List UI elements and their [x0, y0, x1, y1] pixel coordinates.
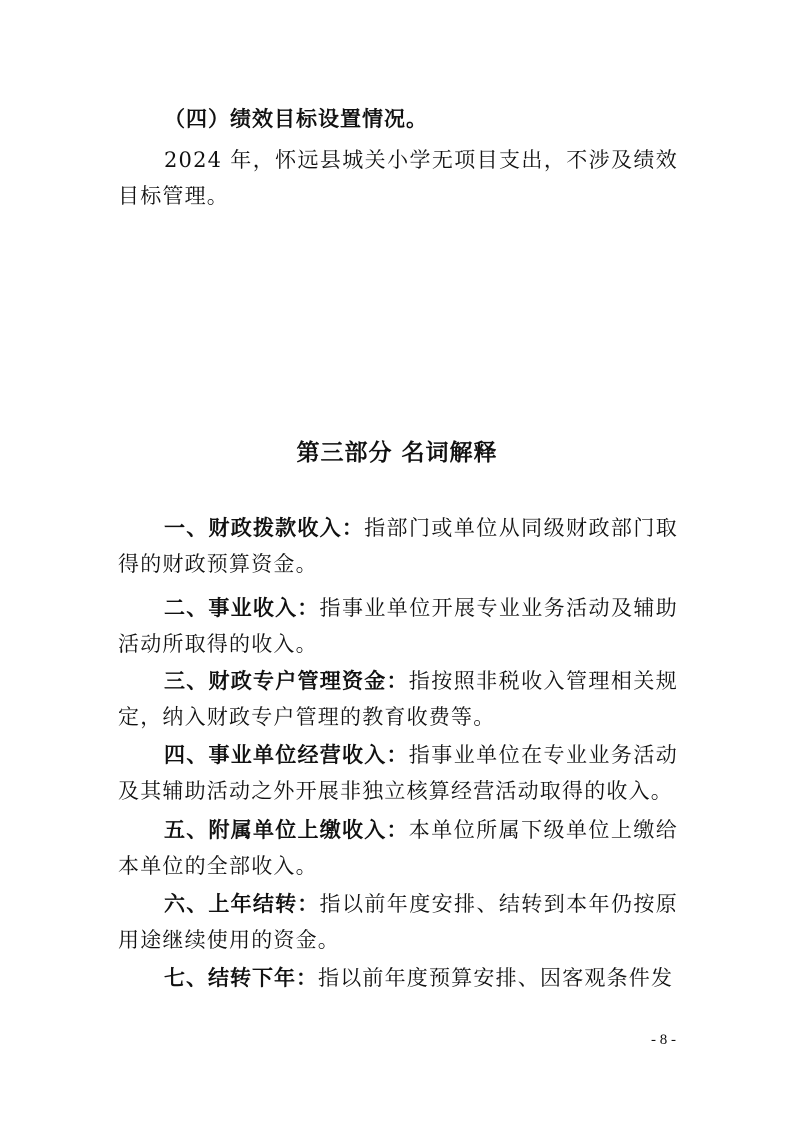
- glossary-definition: 指事业单位在专业业务活动及其辅助活动之外开展非独立核算经营活动取得的收入。: [118, 743, 678, 803]
- glossary-entry: [118, 663, 678, 735]
- part-title-glossary: 第三部分 名词解释: [296, 440, 498, 466]
- glossary-definition: 指部门或单位从同级财政部门取得的财政预算资金。: [118, 516, 678, 576]
- glossary-definition: 指按照非税收入管理相关规定，纳入财政专户管理的教育收费等。: [118, 669, 678, 729]
- glossary-entry: [118, 812, 678, 884]
- glossary-definition: 指以前年度预算安排、因客观条件发: [318, 966, 674, 990]
- glossary-term: 七、结转下年：: [164, 966, 318, 990]
- glossary-entry: [118, 737, 678, 809]
- glossary-entry: [118, 886, 678, 958]
- glossary-definition: 指事业单位开展专业业务活动及辅助活动所取得的收入。: [118, 596, 679, 656]
- glossary-term: 四、事业单位经营收入：: [164, 743, 409, 767]
- glossary-definition: 指以前年度安排、结转到本年仍按原用途继续使用的资金。: [118, 892, 679, 952]
- glossary-entry: [118, 510, 678, 582]
- glossary-term: 五、附属单位上缴收入：: [164, 818, 409, 842]
- glossary-term: 六、上年结转：: [164, 892, 320, 916]
- page-number: - 8 -: [651, 1032, 676, 1048]
- glossary-definition: 本单位所属下级单位上缴给本单位的全部收入。: [118, 818, 678, 878]
- glossary-entry: [118, 960, 678, 996]
- glossary-term: 二、事业收入：: [164, 596, 320, 620]
- glossary-entry: [118, 590, 678, 662]
- section-body-performance-goals: 2024 年，怀远县城关小学无项目支出，不涉及绩效目标管理。: [118, 148, 678, 208]
- glossary-term: 一、财政拨款收入：: [164, 516, 365, 540]
- glossary-term: 三、财政专户管理资金：: [164, 669, 409, 693]
- section-heading-performance-goals: （四）绩效目标设置情况。: [164, 107, 428, 131]
